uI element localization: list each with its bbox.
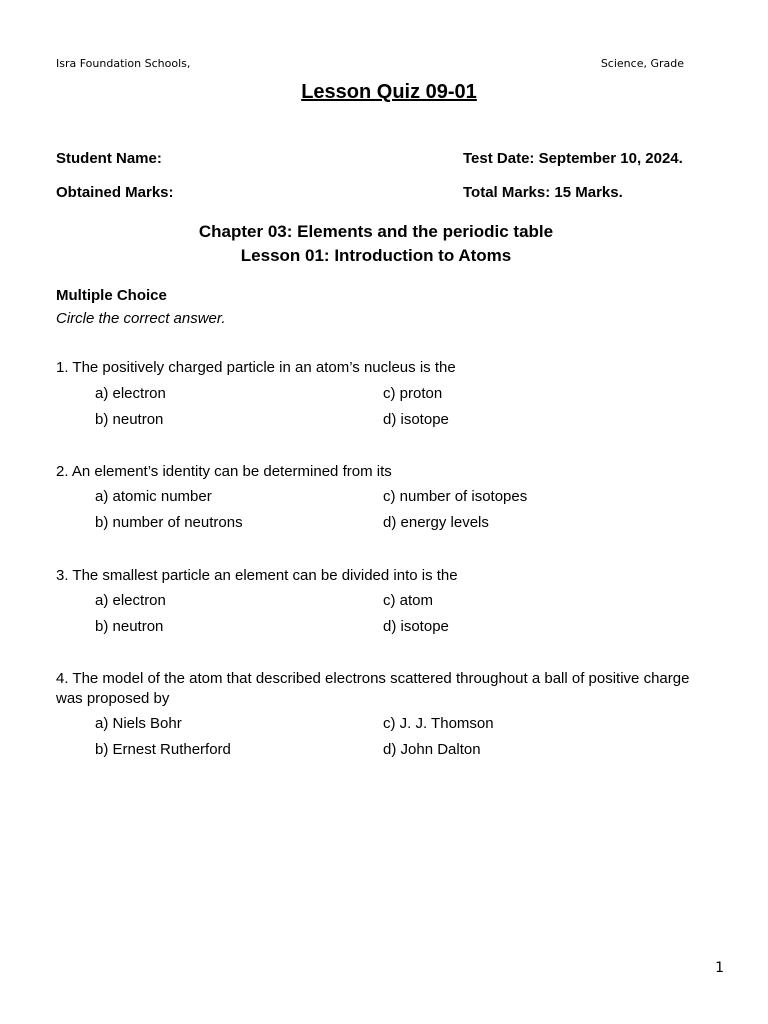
question-1-option-a: a) electron <box>95 385 166 402</box>
header-subject: Science, Grade <box>600 57 684 70</box>
section-instruction: Circle the correct answer. <box>56 310 226 327</box>
question-4-option-a: a) Niels Bohr <box>95 715 182 732</box>
question-4-text: 4. The model of the atom that described electrons scattered throughout a ball of positive charge was proposed by <box>56 670 690 707</box>
quiz-title: Lesson Quiz 09-01 <box>301 81 477 103</box>
test-date-label: Test Date: September 10, 2024. <box>463 150 683 167</box>
question-4-option-b: b) Ernest Rutherford <box>95 741 231 758</box>
question-3-option-d: d) isotope <box>383 618 449 635</box>
question-1-option-d: d) isotope <box>383 411 449 428</box>
header-school: Isra Foundation Schools, <box>56 57 191 70</box>
question-2-option-b: b) number of neutrons <box>95 514 243 531</box>
lesson-heading: Lesson 01: Introduction to Atoms <box>240 246 512 265</box>
question-1-text: 1. The positively charged particle in an atom’s nucleus is the <box>56 359 456 376</box>
student-name-label: Student Name: <box>56 150 162 167</box>
question-2-option-c: c) number of isotopes <box>383 488 528 505</box>
question-3-option-b: b) neutron <box>95 618 164 635</box>
question-2-text: 2. An element’s identity can be determined from its <box>56 463 392 480</box>
question-4-option-d: d) John Dalton <box>383 741 481 758</box>
question-4-option-c: c) J. J. Thomson <box>383 715 494 732</box>
question-2-option-a: a) atomic number <box>95 488 212 505</box>
question-1-option-b: b) neutron <box>95 411 164 428</box>
section-heading: Multiple Choice <box>56 287 167 304</box>
chapter-heading: Chapter 03: Elements and the periodic table <box>198 222 554 241</box>
question-2-option-d: d) energy levels <box>383 514 489 531</box>
total-marks-label: Total Marks: 15 Marks. <box>463 184 623 201</box>
question-3-option-c: c) atom <box>383 592 434 609</box>
page-number: 1 <box>715 960 724 976</box>
question-3-option-a: a) electron <box>95 592 166 609</box>
question-3-text: 3. The smallest particle an element can be divided into is the <box>56 567 458 584</box>
question-1-option-c: c) proton <box>383 385 443 402</box>
obtained-marks-label: Obtained Marks: <box>56 184 174 201</box>
